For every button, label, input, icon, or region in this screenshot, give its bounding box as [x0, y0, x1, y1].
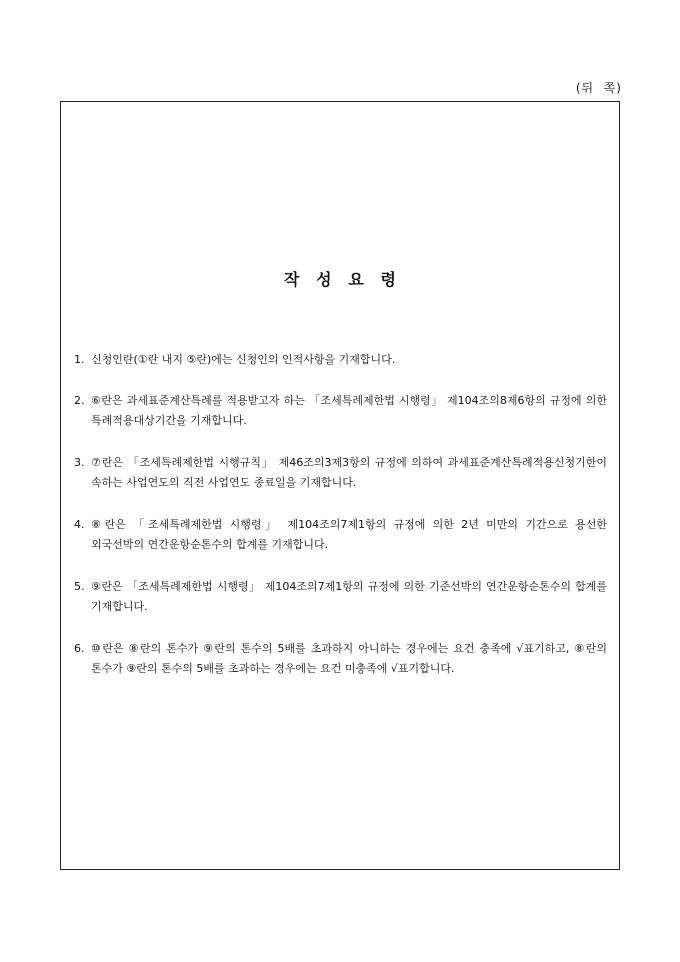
- instruction-text: ⑩란은 ⑧란의 톤수가 ⑨란의 톤수의 5배를 초과하지 아니하는 경우에는 요건 충족에 √표기하고, ⑧란의 톤수가 ⑨란의 톤수의 5배를 초과하는 경우에는 요건 미충족에 √표기합니다.: [91, 642, 607, 675]
- instruction-text: ⑨란은 「조세특례제한법 시행령」 제104조의7제1항의 규정에 의한 기준선박의 연간운항순톤수의 합계를 기재합니다.: [91, 580, 607, 613]
- instruction-item: [74, 515, 607, 555]
- instructions-list: [74, 350, 607, 701]
- instruction-number: 4.: [74, 518, 85, 531]
- instruction-item: [74, 391, 607, 431]
- instructions-title: 작 성 요 령: [284, 270, 396, 289]
- instruction-text: 신청인란(①란 내지 ⑤란)에는 신청인의 인적사항을 기재합니다.: [91, 353, 396, 366]
- instruction-item: [74, 453, 607, 493]
- instruction-number: 5.: [74, 580, 85, 593]
- instruction-number: 6.: [74, 642, 85, 655]
- instruction-number: 1.: [74, 353, 85, 366]
- instruction-item: [74, 639, 607, 679]
- instruction-number: 2.: [74, 394, 85, 407]
- page-side-label: (뒤 쪽): [575, 81, 622, 95]
- instruction-item: [74, 577, 607, 617]
- instruction-item: [74, 350, 607, 370]
- instructions-frame: [60, 101, 620, 870]
- instruction-number: 3.: [74, 456, 85, 469]
- instruction-text: ⑦란은 「조세특례제한법 시행규칙」 제46조의3제3항의 규정에 의하여 과세표준계산특례적용신청기한이 속하는 사업연도의 직전 사업연도 종료일을 기재합니다.: [91, 456, 607, 489]
- instruction-text: ⑥란은 과세표준계산특례를 적용받고자 하는 「조세특례제한법 시행령」 제104조의8제6항의 규정에 의한 특례적용대상기간을 기재합니다.: [91, 394, 607, 427]
- instruction-text: ⑧란은 「조세특례제한법 시행령」 제104조의7제1항의 규정에 의한 2년 미만의 기간으로 용선한 외국선박의 연간운항순톤수의 합계를 기재합니다.: [91, 518, 607, 551]
